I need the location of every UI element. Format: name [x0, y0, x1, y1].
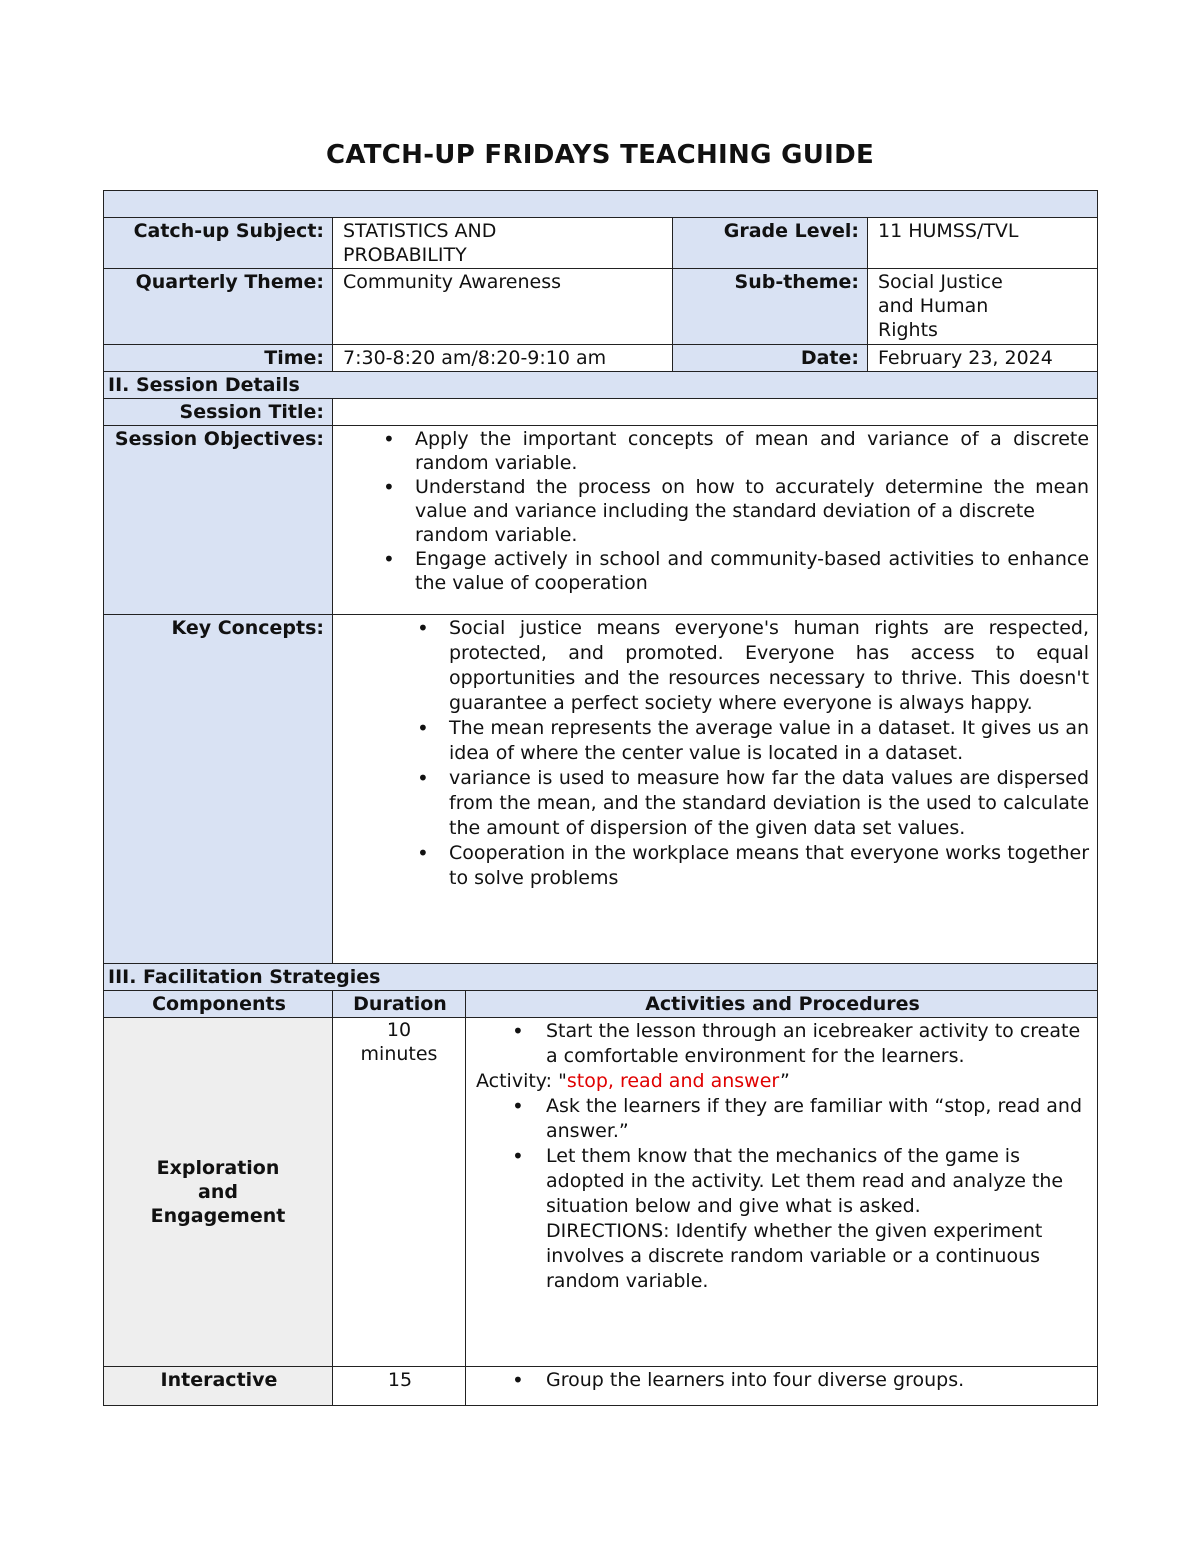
session-title-label: Session Title:	[104, 399, 333, 426]
key-concepts-row	[104, 615, 1098, 964]
subject-label: Catch-up Subject:	[104, 218, 333, 269]
interactive-steps-list	[476, 1368, 1089, 1392]
duration-exploration: 10 minutes	[333, 1018, 466, 1367]
key-concept-item: • Cooperation in the workplace means that everyone works together to solve problems	[343, 841, 1089, 891]
time-value: 7:30-8:20 am/8:20-9:10 am	[333, 345, 673, 372]
activities-exploration	[466, 1018, 1098, 1367]
sub-theme-label: Sub-theme:	[673, 269, 868, 345]
activity-line: Activity: "stop, read and answer”	[476, 1070, 790, 1092]
grade-level-value: 11 HUMSS/TVL	[868, 218, 1098, 269]
date-label: Date:	[673, 345, 868, 372]
key-concepts-cell	[333, 615, 1098, 964]
session-details-heading: II. Session Details	[104, 372, 1098, 399]
time-row	[104, 345, 1098, 372]
activity-name: stop, read and answer	[566, 1070, 781, 1092]
session-objectives-label: Session Objectives:	[104, 426, 333, 615]
objective-item: • Apply the important concepts of mean and variance of a discrete random variable.	[343, 427, 1089, 475]
session-objectives-row	[104, 426, 1098, 615]
components-column-header: Components	[104, 991, 333, 1018]
theme-row	[104, 269, 1098, 345]
component-exploration: Exploration and Engagement	[104, 1018, 333, 1367]
activity-steps-list	[476, 1094, 1089, 1219]
subject-value: STATISTICS AND PROBABILITY	[333, 218, 673, 269]
activity-step: • Let them know that the mechanics of the game is adopted in the activity. Let them read and analyze the situation below and give what is asked.	[476, 1144, 1089, 1219]
document-title: CATCH-UP FRIDAYS TEACHING GUIDE	[325, 140, 875, 170]
key-concepts-list	[343, 616, 1089, 891]
key-concept-item: • Social justice means everyone's human rights are respected, protected, and promoted. Everyone has access to equal opportunities and the resources necessary to thrive. This doesn't guarantee a perfect society where everyone is always happy.	[343, 616, 1089, 716]
duration-column-header: Duration	[333, 991, 466, 1018]
key-concept-item: • The mean represents the average value in a dataset. It gives us an idea of where the center value is located in a dataset.	[343, 716, 1089, 766]
activity-step: • Start the lesson through an icebreaker activity to create a comfortable environment for the learners.	[476, 1019, 1089, 1069]
activity-step: • Ask the learners if they are familiar with “stop, read and answer.”	[476, 1094, 1089, 1144]
session-title-row	[104, 399, 1098, 426]
exploration-row	[104, 1018, 1098, 1367]
date-value: February 23, 2024	[868, 345, 1098, 372]
objective-continuation: random variable.	[415, 524, 578, 546]
session-title-value	[333, 399, 1098, 426]
key-concepts-label: Key Concepts:	[104, 615, 333, 964]
activities-column-header: Activities and Procedures	[466, 991, 1098, 1018]
sub-theme-value: Social Justice and Human Rights	[868, 269, 1098, 345]
interactive-row	[104, 1367, 1098, 1406]
teaching-guide-table	[103, 190, 1098, 1406]
activity-step: • Group the learners into four diverse groups.	[476, 1368, 1089, 1392]
facilitation-heading: III. Facilitation Strategies	[104, 964, 1098, 991]
duration-interactive: 15	[333, 1367, 466, 1406]
grade-level-label: Grade Level:	[673, 218, 868, 269]
activities-interactive	[466, 1367, 1098, 1406]
column-header-row	[104, 991, 1098, 1018]
activity-directions: DIRECTIONS: Identify whether the given experiment involves a discrete random variable or a continuous random variable.	[546, 1220, 1043, 1292]
facilitation-heading-row	[104, 964, 1098, 991]
objective-item: • Engage actively in school and community-based activities to enhance the value of cooperation	[343, 547, 1089, 595]
objectives-list	[343, 427, 1089, 595]
key-concept-item: • variance is used to measure how far the data values are dispersed from the mean, and the standard deviation is the used to calculate the amount of dispersion of the given data set values.	[343, 766, 1089, 841]
time-label: Time:	[104, 345, 333, 372]
subject-row	[104, 218, 1098, 269]
objective-item: • Understand the process on how to accurately determine the mean value and variance including the standard deviation of a discrete random variable.	[343, 475, 1089, 547]
blank-header-row	[104, 191, 1098, 218]
session-objectives-cell	[333, 426, 1098, 615]
component-interactive: Interactive	[104, 1367, 333, 1406]
quarterly-theme-label: Quarterly Theme:	[104, 269, 333, 345]
quarterly-theme-value: Community Awareness	[333, 269, 673, 345]
intro-list	[476, 1019, 1089, 1069]
session-details-heading-row	[104, 372, 1098, 399]
